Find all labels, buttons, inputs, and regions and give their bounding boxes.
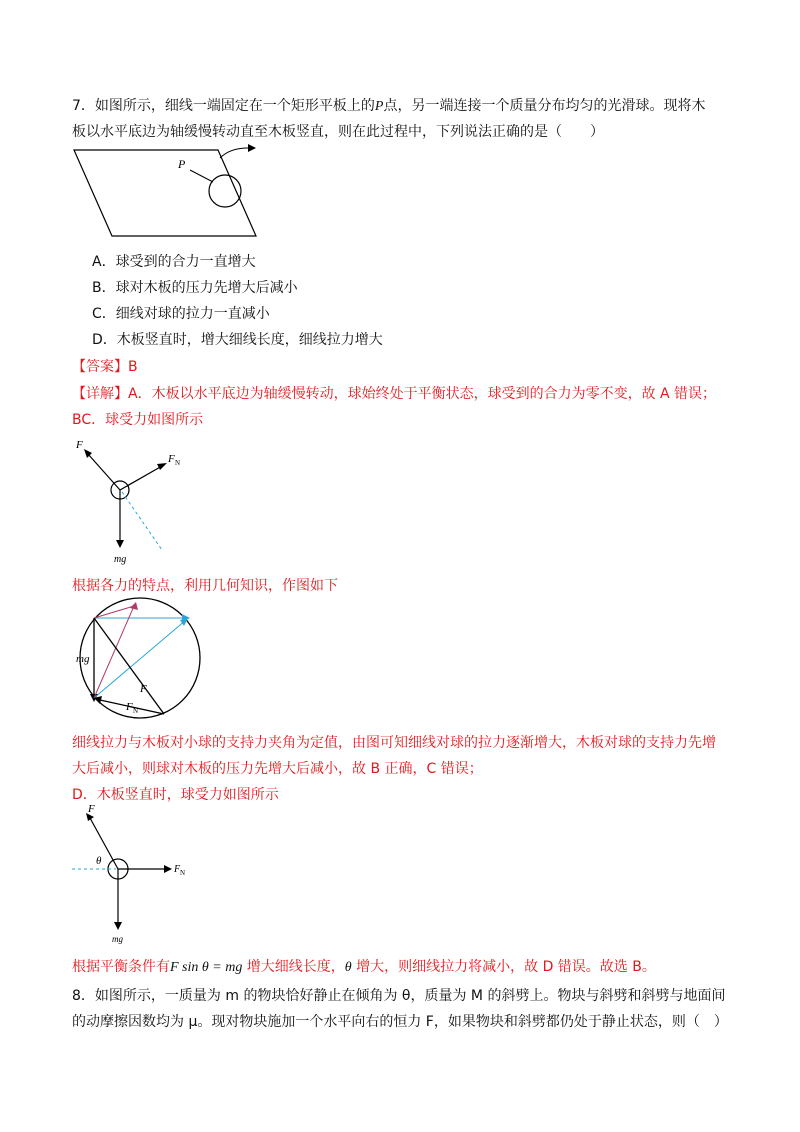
q7-answer: 【答案】B [72,359,138,375]
q8-stem-line2: 的动摩擦因数均为 μ。现对物块施加一个水平向右的恒力 F，如果物块和斜劈都仍处于静止状态，则（ ） [72,1014,728,1030]
q7-detail-7: 根据平衡条件有F sin θ = mg 增大细线长度，θ 增大，则细线拉力将减小，故 D 错误。故选 B。 [72,959,656,975]
fig4-label-mg: mg [112,934,123,944]
fig1-label-p: P [178,157,186,171]
q7-stem-line2: 板以水平底边为轴缓慢转动直至木板竖直，则在此过程中，下列说法正确的是（ ） [72,124,604,140]
q7-force-diagram-2 [70,804,200,946]
fig2-label-mg: mg [114,554,127,565]
q7-board-figure [70,142,260,242]
fig3-label-mg: mg [76,653,90,665]
q7-detail-4: 细线拉力与木板对小球的支持力夹角为定值，由图可知细线对球的拉力逐渐增大，木板对球的支持力先增 [72,735,716,751]
q7-var-p: P [374,99,384,114]
q7-option-a: A．球受到的合力一直增大 [92,254,256,270]
q7-force-diagram-1 [70,434,190,566]
q8-stem-line1: 8．如图所示，一质量为 m 的物块恰好静止在倾角为 θ，质量为 M 的斜劈上。物块与斜劈和斜劈与地面间 [72,988,726,1004]
q7-stem-line1: 7．如图所示，细线一端固定在一个矩形平板上的P点，另一端连接一个质量分布均匀的光滑球。现将木 [72,98,706,114]
q7-equation: F sin θ = mg [170,960,243,975]
q7-detail-6: D．木板竖直时，球受力如图所示 [72,787,279,803]
fig4-label-theta: θ [96,855,102,867]
fig3-label-f: F [140,683,147,695]
fig2-label-fn: F [168,453,175,465]
fig3-label-fn-sub: N [133,707,139,715]
fig2-label-f: F [76,439,83,451]
q7-detail-2: BC．球受力如图所示 [72,412,204,428]
q7-detail-3: 根据各力的特点，利用几何知识，作图如下 [72,578,338,594]
q7-detail-1: 【详解】A．木板以水平底边为轴缓慢转动，球始终处于平衡状态，球受到的合力为零不变，故 A 错误； [72,386,717,402]
q7-option-b: B．球对木板的压力先增大后减小 [92,280,298,296]
fig2-label-fn-sub: N [175,459,181,467]
q7-circle-construction [72,596,212,722]
fig3-label-fn: F [126,701,133,713]
q7-detail-5: 大后减小，则球对木板的压力先增大后减小，故 B 正确，C 错误； [72,761,483,777]
q7-option-c: C．细线对球的拉力一直减小 [92,306,270,322]
fig4-label-fn: F [174,864,181,875]
q7-option-d: D．木板竖直时，增大细线长度，细线拉力增大 [92,332,383,348]
fig4-label-fn-sub: N [180,869,186,877]
fig4-label-f: F [88,804,95,815]
